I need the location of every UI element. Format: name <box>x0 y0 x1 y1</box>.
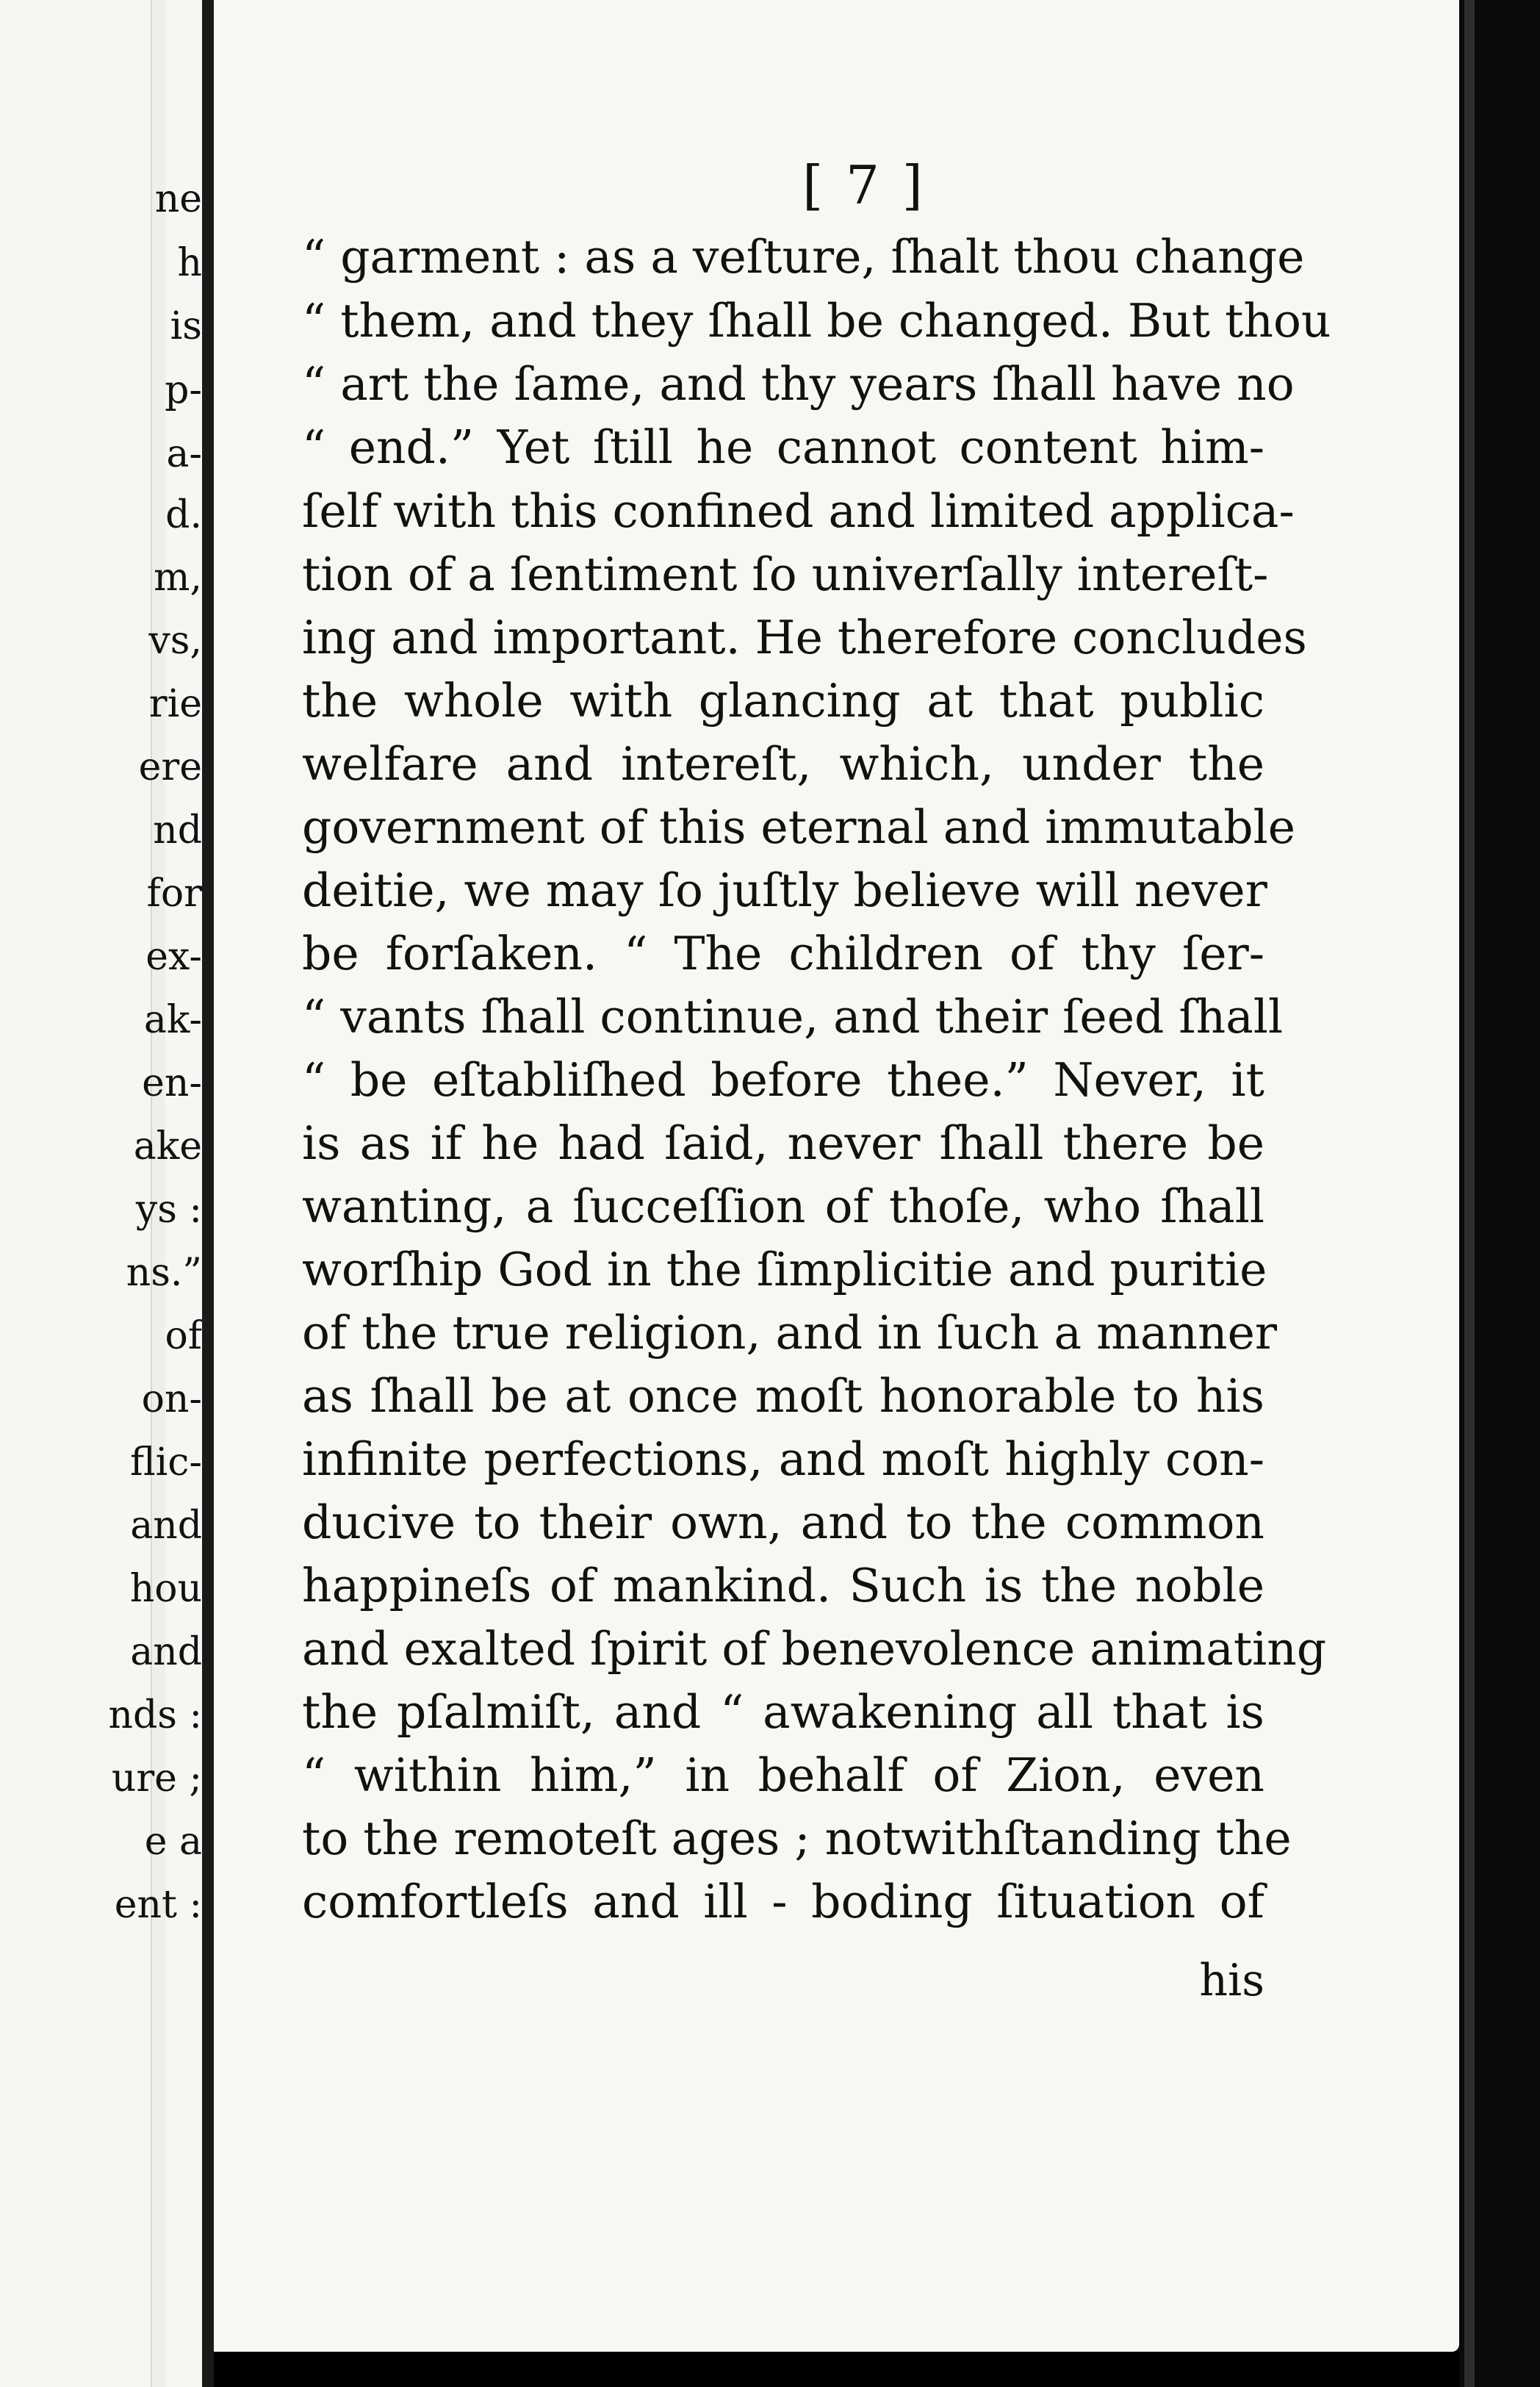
left-line-fragment: for <box>146 872 202 916</box>
text-line: comfortleſs and ill - boding ſituation of <box>302 1875 1264 1928</box>
text-line: the pſalmiſt, and “ awakening all that is <box>302 1685 1264 1739</box>
left-line-fragment: nds : <box>108 1693 202 1737</box>
left-line-fragment: e a <box>144 1820 202 1864</box>
left-line-fragment: ns.” <box>126 1251 202 1295</box>
text-line: infinite perfections, and moſt highly con- <box>302 1432 1264 1486</box>
left-line-fragment: vs, <box>148 619 202 663</box>
main-page-text-block <box>302 0 1426 2278</box>
left-line-fragment: ak- <box>143 998 202 1042</box>
left-line-fragment: is <box>170 304 202 348</box>
left-line-fragment: p- <box>165 368 202 412</box>
text-line: of the true religion, and in ſuch a manner <box>302 1306 1277 1360</box>
left-line-fragment: ent : <box>114 1883 202 1927</box>
left-line-fragment: nd <box>153 808 202 852</box>
left-line-fragment: and <box>130 1504 202 1548</box>
text-line: is as if he had ſaid, never ſhall there be <box>302 1116 1264 1170</box>
left-line-fragment: rie <box>148 682 202 726</box>
text-line: “ be eſtabliſhed before thee.” Never, it <box>302 1053 1264 1107</box>
left-line-fragment: on- <box>141 1377 202 1421</box>
text-line: “ within him,” in behalf of Zion, even <box>302 1748 1264 1802</box>
text-line: and exalted ſpirit of benevolence animating <box>302 1622 1327 1676</box>
left-line-fragment: en- <box>142 1061 202 1105</box>
text-line: “ vants ſhall continue, and their ſeed ſhall <box>302 990 1284 1044</box>
left-facing-page <box>0 0 202 2387</box>
left-line-fragment: a- <box>166 432 202 476</box>
left-line-fragment: hou <box>129 1567 202 1611</box>
left-line-fragment: m, <box>154 556 202 600</box>
text-line: ducive to their own, and to the common <box>302 1496 1264 1549</box>
left-line-fragment: ys : <box>135 1188 202 1232</box>
text-line: ſelf with this confined and limited applica- <box>302 484 1295 538</box>
left-line-fragment: ne <box>154 177 202 221</box>
text-line: “ them, and they ſhall be changed. But thou <box>302 294 1331 348</box>
left-line-fragment: ake <box>133 1124 202 1169</box>
left-line-fragment: ere <box>138 745 202 789</box>
left-line-fragment: d. <box>165 493 202 537</box>
left-line-fragment: and <box>130 1630 202 1674</box>
text-line: happineſs of mankind. Such is the noble <box>302 1559 1264 1612</box>
text-line: ing and important. He therefore concludes <box>302 611 1307 664</box>
left-line-fragment: of <box>165 1314 202 1358</box>
text-line: to the remoteſt ages ; notwithſtanding the <box>302 1812 1292 1865</box>
text-line: government of this eternal and immutable <box>302 800 1296 854</box>
left-line-fragment: ure ; <box>111 1756 202 1801</box>
text-line: wanting, a ſucceſſion of thoſe, who ſhall <box>302 1180 1264 1233</box>
text-line: deitie, we may ſo juſtly believe will never <box>302 864 1267 917</box>
left-line-fragment: flic- <box>129 1440 202 1485</box>
book-gutter <box>202 0 214 2387</box>
left-page-text-fragments <box>0 0 202 2387</box>
text-line: worſhip God in the ſimplicitie and puritie <box>302 1243 1267 1296</box>
main-page <box>214 0 1459 2352</box>
text-line: as ſhall be at once moſt honorable to his <box>302 1369 1264 1423</box>
text-line: the whole with glancing at that public <box>302 674 1264 728</box>
catchword: his <box>1199 1955 1264 2006</box>
text-line: welfare and intereſt, which, under the <box>302 737 1264 791</box>
text-line: tion of a ſentiment ſo univerſally intereſt- <box>302 548 1269 601</box>
text-line: “ end.” Yet ſtill he cannot content him- <box>302 420 1264 474</box>
text-line: “ garment : as a veſture, ſhalt thou change <box>302 230 1305 284</box>
left-line-fragment: ex- <box>145 935 202 979</box>
page-number: [ 7 ] <box>802 154 926 216</box>
text-line: be forſaken. “ The children of thy ſer- <box>302 927 1264 980</box>
text-line: “ art the ſame, and thy years ſhall have no <box>302 357 1295 411</box>
left-line-fragment: h <box>177 241 202 285</box>
page-stack-edge <box>1464 0 1475 2387</box>
